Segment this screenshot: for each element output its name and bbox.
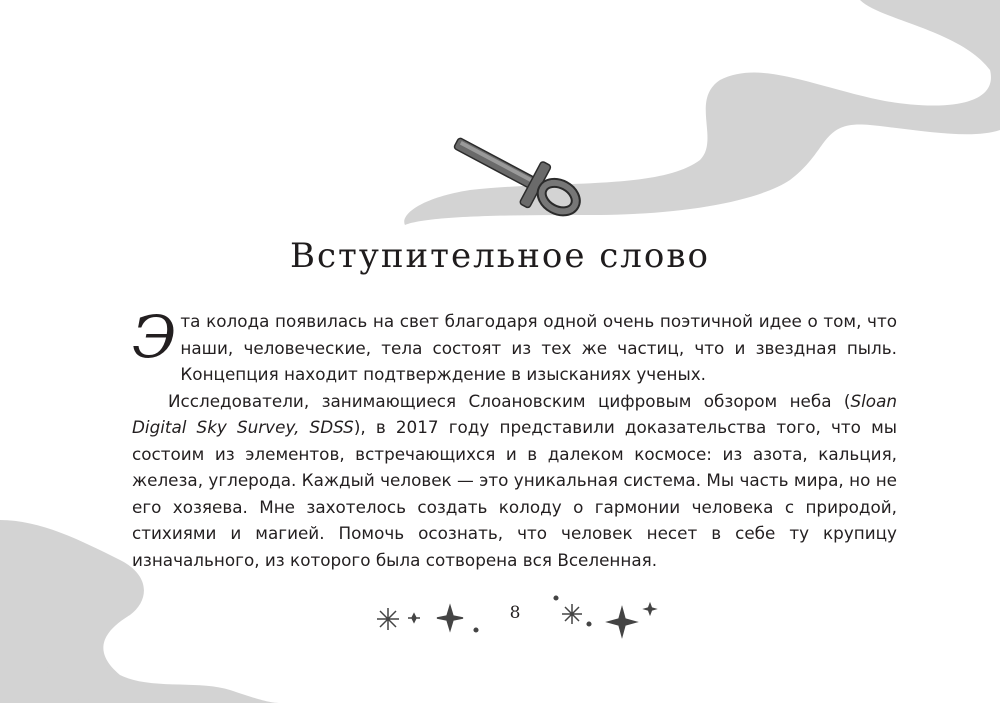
page-number: 8 bbox=[509, 603, 521, 623]
paragraph-2-before: Исследователи, занимающиеся Слоановским цифровым обзором неба ( bbox=[168, 390, 851, 411]
drop-cap: Э bbox=[132, 303, 177, 371]
body-text bbox=[132, 303, 897, 573]
ankh-icon bbox=[440, 130, 590, 220]
paragraph-1 bbox=[132, 303, 897, 388]
paragraph-2-italic: Sloan Digital Sky Survey, SDSS bbox=[132, 390, 897, 437]
paragraph-2 bbox=[132, 388, 897, 574]
page-title: Вступительное слово bbox=[290, 236, 710, 276]
paragraph-1-text: та колода появилась на свет благодаря одной очень поэтичной идее о том, что наши, человеческие, тела состоят из тех же частиц, что и звездная пыль. Концепция находит подтверждение в изысканиях ученых. bbox=[180, 311, 897, 384]
paragraph-2-after: ), в 2017 году представили доказательства того, что мы состоим из элементов, встречающихся и в далеком космосе: из азота, кальция, железа, углерода. Каждый человек — это уникальная система. Мы часть мира, но не его хозяева. Мне захотелось создать колоду о гармонии человека с природой, стихиями и магией. Помочь осознать, что человек несет в себе ту крупицу изначального, из которого была сотворена вся Вселенная. bbox=[132, 417, 897, 570]
